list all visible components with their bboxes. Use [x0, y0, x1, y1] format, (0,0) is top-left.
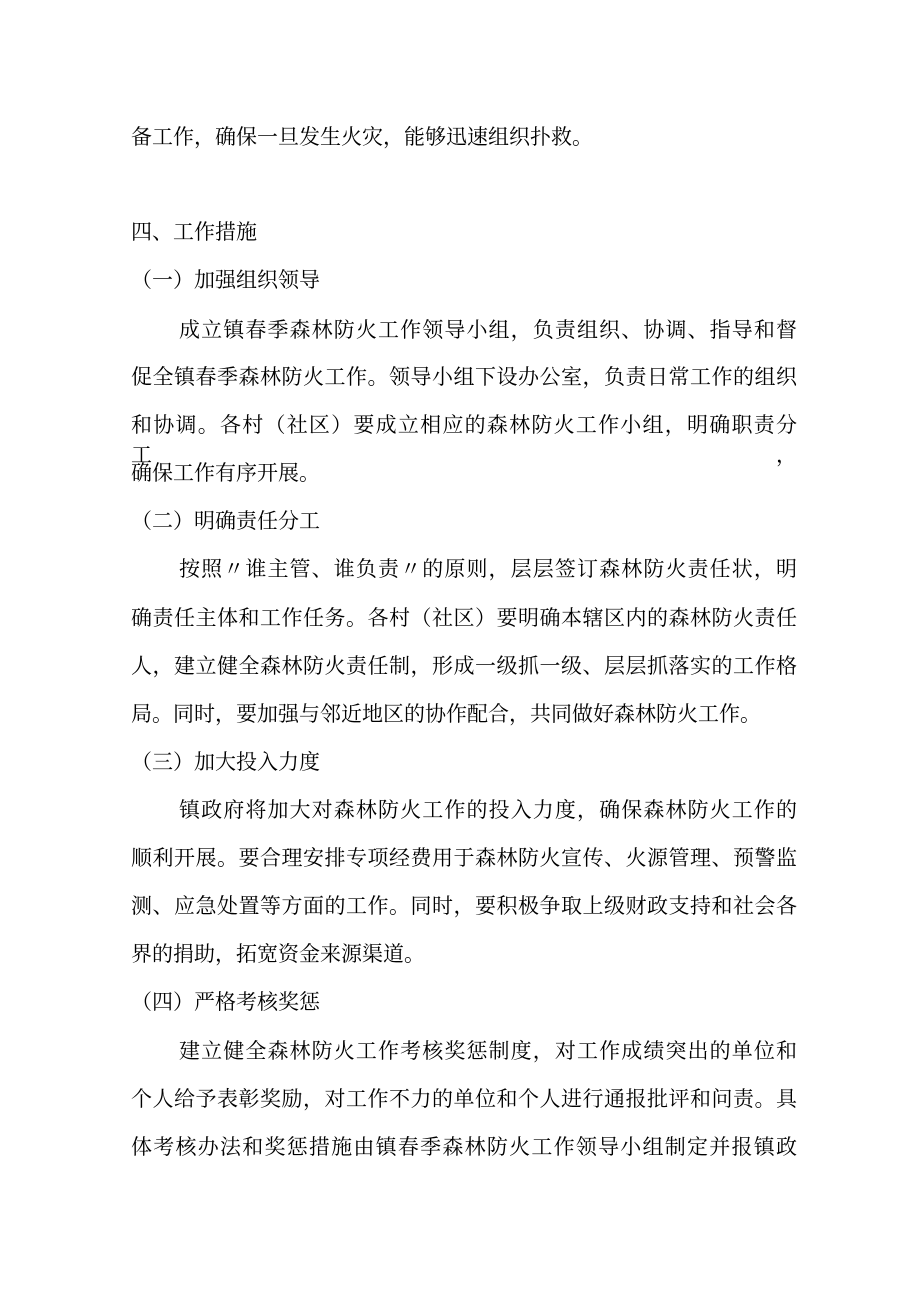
paragraph-line: 促全镇春季森林防火工作。领导小组下设办公室，负责日常工作的组织: [131, 365, 797, 389]
subsection-heading: （二）明确责任分工: [131, 509, 320, 533]
paragraph-line: 确责任主体和工作任务。各村（社区）要明确本辖区内的森林防火责任: [131, 606, 797, 630]
paragraph-line: 测、应急处置等方面的工作。同时，要积极争取上级财政支持和社会各: [131, 894, 797, 918]
paragraph-line: 人，建立健全森林防火责任制，形成一级抓一级、层层抓落实的工作格: [131, 654, 797, 678]
paragraph-line: 顺利开展。要合理安排专项经费用于森林防火宣传、火源管理、预警监: [131, 846, 797, 870]
subsection-heading: （三）加大投入力度: [131, 750, 320, 774]
paragraph-line: 和协调。各村（社区）要成立相应的森林防火工作小组，明确职责分工，: [131, 413, 797, 467]
paragraph-line: 按照〃谁主管、谁负责〃的原则，层层签订森林防火责任状，明: [179, 557, 797, 581]
section-heading: 四、工作措施: [131, 220, 257, 244]
paragraph-line: 建立健全森林防火工作考核奖惩制度，对工作成绩突出的单位和: [179, 1039, 797, 1063]
subsection-heading: （四）严格考核奖惩: [131, 990, 320, 1014]
paragraph-line: 界的捐助，拓宽资金来源渠道。: [131, 942, 425, 966]
paragraph-line: 个人给予表彰奖励，对工作不力的单位和个人进行通报批评和问责。具: [131, 1087, 797, 1111]
paragraph-line: 成立镇春季森林防火工作领导小组，负责组织、协调、指导和督: [179, 318, 797, 342]
subsection-heading: （一）加强组织领导: [131, 268, 320, 292]
paragraph-line: 备工作，确保一旦发生火灾，能够迅速组织扑救。: [131, 125, 593, 149]
paragraph-line: 局。同时，要加强与邻近地区的协作配合，共同做好森林防火工作。: [131, 702, 761, 726]
paragraph-line: 确保工作有序开展。: [131, 461, 320, 485]
paragraph-line: 体考核办法和奖惩措施由镇春季森林防火工作领导小组制定并报镇政: [131, 1135, 797, 1159]
paragraph-line: 镇政府将加大对森林防火工作的投入力度，确保森林防火工作的: [179, 798, 797, 822]
